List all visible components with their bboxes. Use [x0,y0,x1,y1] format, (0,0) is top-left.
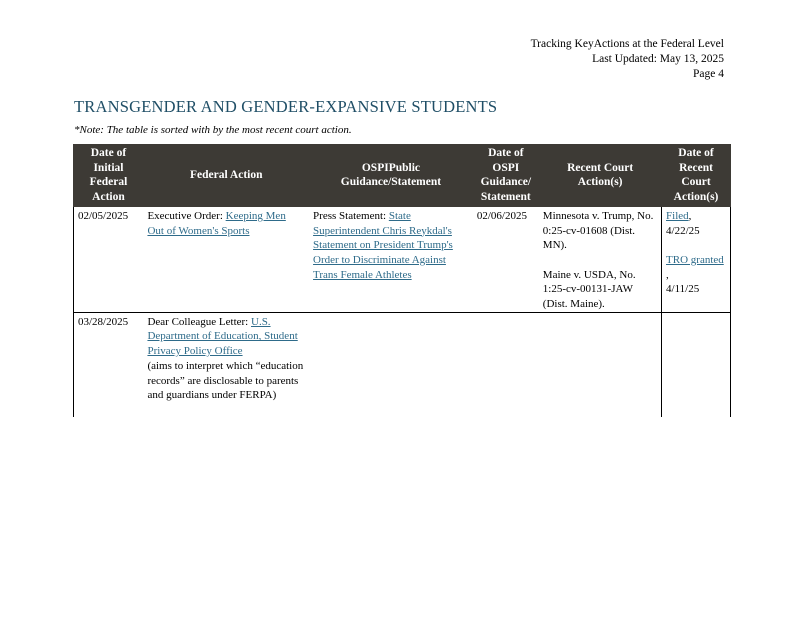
ospi-statement-date [473,312,539,417]
col-header-ospi-date-l1: Date of [488,147,524,159]
table-header-row [74,145,731,207]
federal-action-type: Dear Colleague Letter: [147,315,251,328]
court-date-2-value: 4/11/25 [666,283,700,296]
col-header-ospi-date-l3: Guidance/ [480,176,532,189]
table-row [74,312,731,417]
court-case-minnesota: Minnesota v. Trump, No. 0:25-cv-01608 (Dist. MN). [542,209,654,252]
court-case-maine: Maine v. USDA, No. 1:25-cv-00131-JAW (Dist. Maine). [542,268,636,311]
col-header-initial-date-l2: Initial [93,161,124,174]
col-header-court-date-l3: Court [681,176,711,189]
court-date-1-value: 4/22/25 [666,224,700,237]
federal-action-type: Executive Order: [147,209,226,222]
ospi-statement-type: Press Statement: [313,209,389,222]
col-header-recent-court-l1: Recent Court [567,161,634,174]
col-header-court-date [662,145,731,207]
running-header [531,37,724,82]
col-header-federal-action: Federal Action [143,145,309,207]
col-header-recent-court-action [539,145,662,207]
ospi-statement-cell [309,206,473,312]
recent-court-action-cell [539,206,662,312]
col-header-court-date-l4: Action(s) [673,191,719,204]
federal-action-cell [143,206,309,312]
section-title: TRANSGENDER AND GENDER-EXPANSIVE STUDENTS [74,97,498,116]
court-date-1 [666,209,726,224]
col-header-court-date-l1: Date of [678,147,714,159]
federal-action-description: (aims to interpret which “education records” are disclosable to parents and guardians under FERPA) [147,359,304,402]
col-header-ospi-date-l2: OSPI [492,161,520,174]
court-action-date-cell [662,206,731,312]
ospi-statement-date: 02/06/2025 [473,206,539,312]
recent-court-action-cell [539,312,662,417]
court-tro-comma: , [666,268,669,281]
col-header-ospi-date-l4: Statement [480,191,531,204]
court-date-spacer [666,238,726,253]
col-header-initial-date-l4: Action [92,191,125,204]
col-header-court-date-l2: Recent [679,161,713,174]
col-header-recent-court-l2: Action(s) [577,176,623,189]
federal-actions-table [73,144,731,417]
court-filed-link[interactable]: Filed [666,209,689,222]
ospi-statement-link[interactable]: State Superintendent Chris Reykdal's Statement on President Trump's Order to Discriminate Against Trans Female Athletes [313,209,453,281]
header-last-updated: Last Updated: May 13, 2025 [592,53,724,65]
court-date-2 [666,253,726,282]
col-header-initial-date-l1: Date of [90,147,127,159]
col-header-ospi-guidance-l2: Guidance/Statement [340,176,442,189]
initial-action-date: 02/05/2025 [74,206,144,312]
col-header-ospi-guidance [309,145,473,207]
federal-action-link[interactable]: Keeping Men Out of Women's Sports [147,209,286,237]
table-row [74,206,731,312]
initial-action-date: 03/28/2025 [74,312,144,417]
ospi-statement-cell [309,312,473,417]
federal-action-cell [143,312,309,417]
court-action-date-cell [662,312,731,417]
col-header-initial-date-l3: Federal [89,176,128,189]
col-header-ospi-guidance-l1: OSPIPublic [361,161,421,174]
federal-action-link[interactable]: U.S. Department of Education, Student Privacy Policy Office [147,315,298,358]
col-header-ospi-date [473,145,539,207]
header-page-number: Page 4 [693,68,724,80]
header-tracking-title: Tracking KeyActions at the Federal Level [530,38,724,50]
col-header-initial-date [74,145,144,207]
court-tro-granted-link[interactable]: TRO granted [666,253,724,266]
table-note: *Note: The table is sorted with by the most recent court action. [74,124,352,136]
court-case-spacer [543,253,657,268]
court-filed-comma: , [688,209,692,222]
